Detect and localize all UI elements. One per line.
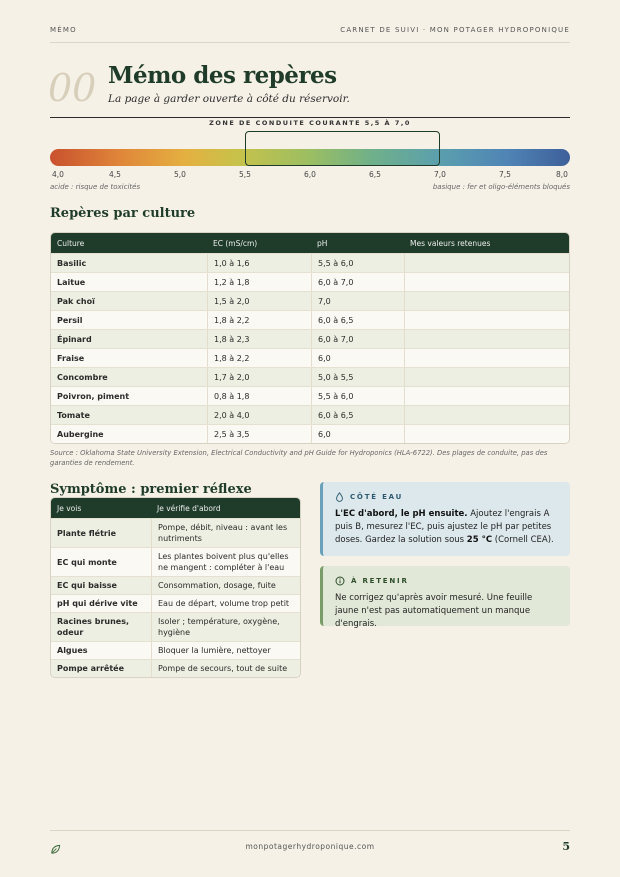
callout-water-text2: (Cornell CEA). xyxy=(492,535,554,545)
crop-ec: 1,2 à 1,8 xyxy=(207,273,311,291)
crop-my-values[interactable] xyxy=(404,311,569,329)
footer-rule xyxy=(50,830,570,831)
table-row xyxy=(51,405,569,424)
crop-ph: 6,0 à 6,5 xyxy=(311,311,404,329)
header-left: MÉMO xyxy=(50,26,77,34)
symptom-seen: pH qui dérive vite xyxy=(57,599,138,608)
crops-heading: Repères par culture xyxy=(50,206,196,221)
crop-name: Poivron, piment xyxy=(57,391,130,401)
ph-tick-label: 7,5 xyxy=(499,170,511,179)
crop-ph: 5,5 à 6,0 xyxy=(311,254,404,272)
ph-tick-label: 7,0 xyxy=(434,170,446,179)
symptoms-table-header xyxy=(51,498,300,518)
crop-ph: 6,0 à 7,0 xyxy=(311,273,404,291)
callout-water-kicker-text: CÔTÉ EAU xyxy=(350,493,404,501)
footer-site: monpotagerhydroponique.com xyxy=(245,842,375,851)
info-icon xyxy=(335,576,345,586)
crop-ph: 5,5 à 6,0 xyxy=(311,387,404,405)
drop-icon xyxy=(335,492,344,502)
crop-ph: 6,0 à 6,5 xyxy=(311,406,404,424)
ph-tick-label: 5,5 xyxy=(239,170,251,179)
running-header xyxy=(50,26,570,34)
col-header-values: Mes valeurs retenues xyxy=(410,238,491,248)
zone-label: ZONE DE CONDUITE COURANTE 5,5 À 7,0 xyxy=(209,119,411,127)
table-row xyxy=(51,612,300,641)
col-header-je-verifie: Je vérifie d'abord xyxy=(157,503,221,513)
callout-water-text1: Ajoutez l'engrais A puis B, mesurez l'EC, puis ajustez le pH par petites doses. Gardez la solution sous xyxy=(335,509,552,545)
ph-scale-notes xyxy=(50,183,570,191)
symptom-check: Eau de départ, volume trop petit xyxy=(151,595,300,612)
callout-retain xyxy=(320,566,570,629)
ph-tick-label: 8,0 xyxy=(556,170,568,179)
callout-retain-body: Ne corrigez qu'après avoir mesuré. Une feuille jaune n'est pas automatiquement un manque d'engrais. xyxy=(335,593,533,629)
callout-water xyxy=(320,482,570,556)
crop-ec: 0,8 à 1,8 xyxy=(207,387,311,405)
col-header-ph: pH xyxy=(317,238,328,248)
symptom-check: Pompe de secours, tout de suite xyxy=(151,660,300,677)
table-row xyxy=(51,594,300,612)
crop-name: Pak choï xyxy=(57,296,95,306)
crop-ph: 6,0 xyxy=(311,349,404,367)
crops-source: Source : Oklahoma State University Extension, Electrical Conductivity and pH Guide for Hydroponics (HLA-6722). Des plages de conduite, pas des garanties de rendement. xyxy=(50,449,548,467)
table-row xyxy=(51,291,569,310)
crop-ec: 1,0 à 1,6 xyxy=(207,254,311,272)
table-row xyxy=(51,659,300,677)
page-subtitle: La page à garder ouverte à côté du réservoir. xyxy=(108,93,350,105)
symptoms-heading: Symptôme : premier réflexe xyxy=(50,482,252,497)
table-row xyxy=(51,272,569,291)
callout-water-lead: L'EC d'abord, le pH ensuite. xyxy=(335,509,468,519)
table-row xyxy=(51,518,300,547)
header-rule xyxy=(50,42,570,43)
crop-ph: 7,0 xyxy=(311,292,404,310)
symptom-check: Bloquer la lumière, nettoyer xyxy=(151,642,300,659)
crop-ec: 1,8 à 2,2 xyxy=(207,349,311,367)
callout-water-body xyxy=(335,508,558,547)
crop-ec: 1,8 à 2,3 xyxy=(207,330,311,348)
symptom-check: Consommation, dosage, fuite xyxy=(151,577,300,594)
crop-my-values[interactable] xyxy=(404,292,569,310)
symptom-seen: Racines brunes, odeur xyxy=(57,617,129,637)
ph-tick-label: 5,0 xyxy=(174,170,186,179)
table-row xyxy=(51,424,569,443)
ph-tick-label: 4,5 xyxy=(109,170,121,179)
crop-ec: 1,8 à 2,2 xyxy=(207,311,311,329)
crop-my-values[interactable] xyxy=(404,406,569,424)
crop-my-values[interactable] xyxy=(404,368,569,386)
symptom-seen: Pompe arrêtée xyxy=(57,664,125,673)
symptom-seen: EC qui baisse xyxy=(57,581,117,590)
crop-ph: 5,0 à 5,5 xyxy=(311,368,404,386)
symptom-seen: EC qui monte xyxy=(57,557,117,567)
table-row xyxy=(51,348,569,367)
table-row xyxy=(51,310,569,329)
symptom-check: Isoler ; température, oxygène, hygiène xyxy=(151,613,300,641)
crop-name: Épinard xyxy=(57,334,92,344)
crop-my-values[interactable] xyxy=(404,387,569,405)
crop-my-values[interactable] xyxy=(404,254,569,272)
crop-ec: 2,0 à 4,0 xyxy=(207,406,311,424)
table-row xyxy=(51,547,300,576)
symptom-check: Pompe, débit, niveau : avant les nutriments xyxy=(151,519,300,547)
section-number: 00 xyxy=(48,66,97,110)
ph-tick-label: 6,0 xyxy=(304,170,316,179)
col-header-culture: Culture xyxy=(57,238,85,248)
callout-retain-kicker-text: À RETENIR xyxy=(351,577,409,585)
table-row xyxy=(51,329,569,348)
crop-ph: 6,0 à 7,0 xyxy=(311,330,404,348)
ph-note-acid: acide : risque de toxicités xyxy=(50,183,141,191)
crop-ec: 2,5 à 3,5 xyxy=(207,425,311,443)
symptoms-table xyxy=(50,497,301,678)
callout-water-kicker xyxy=(335,492,558,502)
symptom-seen: Algues xyxy=(57,646,88,655)
crop-my-values[interactable] xyxy=(404,330,569,348)
col-header-ec: EC (mS/cm) xyxy=(213,238,258,248)
ph-note-basic: basique : fer et oligo-éléments bloqués xyxy=(432,183,570,191)
col-header-je-vois: Je vois xyxy=(57,503,82,513)
crop-name: Fraise xyxy=(57,353,85,363)
crop-my-values[interactable] xyxy=(404,273,569,291)
ph-tick-labels xyxy=(50,170,570,182)
ph-tick-label: 6,5 xyxy=(369,170,381,179)
table-row xyxy=(51,386,569,405)
crop-name: Laitue xyxy=(57,277,86,287)
ph-zone-highlight xyxy=(245,131,440,166)
table-row xyxy=(51,641,300,659)
crop-name: Persil xyxy=(57,315,83,325)
table-row xyxy=(51,367,569,386)
crop-name: Tomate xyxy=(57,410,90,420)
crops-table xyxy=(50,232,570,444)
callout-retain-kicker xyxy=(335,576,558,586)
crop-ph: 6,0 xyxy=(311,425,404,443)
crop-my-values[interactable] xyxy=(404,349,569,367)
page-title: Mémo des repères xyxy=(108,62,337,89)
crop-name: Aubergine xyxy=(57,429,104,439)
callout-water-temp: 25 °C xyxy=(466,535,493,545)
page-number: 5 xyxy=(562,840,570,853)
symptom-seen: Plante flétrie xyxy=(57,528,117,538)
crop-my-values[interactable] xyxy=(404,425,569,443)
table-row xyxy=(51,253,569,272)
crops-table-header xyxy=(51,233,569,253)
crop-name: Basilic xyxy=(57,258,87,268)
table-row xyxy=(51,576,300,594)
header-right: CARNET DE SUIVI · MON POTAGER HYDROPONIQUE xyxy=(340,26,570,34)
crop-ec: 1,7 à 2,0 xyxy=(207,368,311,386)
crop-name: Concombre xyxy=(57,372,108,382)
title-rule xyxy=(50,117,570,118)
symptom-check: Les plantes boivent plus qu'elles ne mangent : compléter à l'eau xyxy=(151,548,300,576)
crop-ec: 1,5 à 2,0 xyxy=(207,292,311,310)
ph-tick-label: 4,0 xyxy=(52,170,64,179)
